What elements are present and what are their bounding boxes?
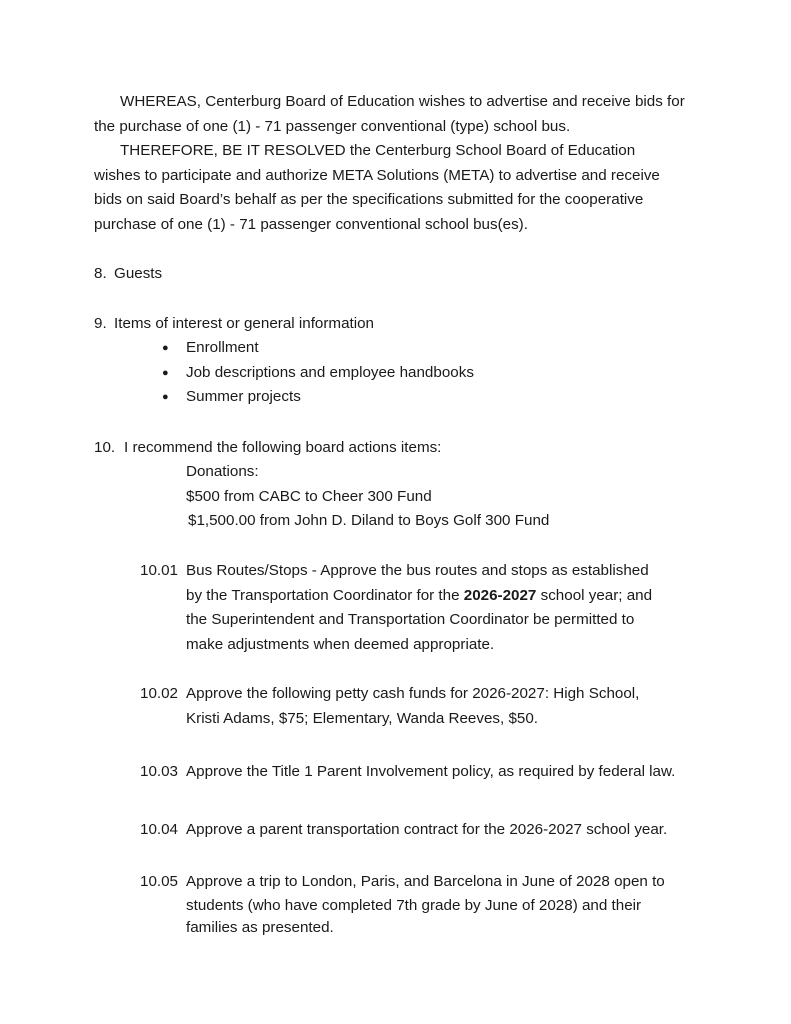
sub-item-10-03 bbox=[140, 760, 791, 785]
sub-item-text: by the Transportation Coordinator for the bbox=[186, 586, 464, 604]
school-year-bold: 2026-2027 bbox=[463, 586, 537, 604]
resolution-line: the purchase of one (1) - 71 passenger conventional (type) school bus. bbox=[94, 117, 571, 135]
sub-item-text: Approve a parent transportation contract for the 2026-2027 school year. bbox=[186, 821, 668, 838]
resolution-paragraph bbox=[0, 90, 791, 238]
resolution-line: bids on said Board’s behalf as per the specifications submitted for the cooperative bbox=[94, 191, 644, 209]
resolution-line: wishes to participate and authorize META Solutions (META) to advertise and receive bbox=[94, 166, 660, 184]
sub-item-text: students (who have completed 7th grade by June of 2028) and their bbox=[186, 896, 642, 914]
sub-item-number: 10.02 bbox=[140, 685, 179, 702]
sub-item-text: families as presented. bbox=[186, 918, 334, 936]
resolution-line: WHEREAS, Centerburg Board of Education wishes to advertise and receive bids for bbox=[120, 93, 685, 110]
resolution-line: THEREFORE, BE IT RESOLVED the Centerburg School Board of Education bbox=[120, 142, 636, 160]
sub-item-10-04 bbox=[140, 818, 791, 843]
item-title: Guests bbox=[114, 265, 163, 282]
sub-item-text: Approve the following petty cash funds for 2026-2027: High School, bbox=[186, 685, 640, 702]
bullet-text: Job descriptions and employee handbooks bbox=[186, 363, 474, 381]
donations-label: Donations: bbox=[186, 463, 259, 480]
sub-item-text: Kristi Adams, $75; Elementary, Wanda Reeves, $50. bbox=[186, 709, 539, 727]
item-number: 8. bbox=[94, 265, 107, 282]
sub-item-number: 10.05 bbox=[140, 873, 179, 890]
agenda-item-10 bbox=[94, 436, 791, 461]
item-title: Items of interest or general information bbox=[114, 315, 374, 332]
sub-item-text: Approve a trip to London, Paris, and Barcelona in June of 2028 open to bbox=[186, 873, 665, 890]
agenda-item-8 bbox=[94, 262, 791, 287]
donation-line: $500 from CABC to Cheer 300 Fund bbox=[186, 487, 432, 505]
item-title: I recommend the following board actions items: bbox=[124, 439, 442, 456]
sub-item-number: 10.01 bbox=[140, 562, 179, 579]
sub-item-text: Approve the Title 1 Parent Involvement policy, as required by federal law. bbox=[186, 763, 676, 780]
sub-item-text: make adjustments when deemed appropriate. bbox=[186, 635, 495, 653]
list-item bbox=[162, 385, 791, 410]
sub-item-10-05 bbox=[140, 870, 791, 939]
info-bullet-list bbox=[162, 336, 791, 410]
list-item bbox=[162, 336, 791, 361]
sub-item-10-01 bbox=[140, 559, 791, 657]
bullet-icon: ● bbox=[162, 342, 169, 354]
donation-line: $1,500.00 from John D. Diland to Boys Golf 300 Fund bbox=[188, 512, 550, 530]
donations-block bbox=[186, 460, 791, 534]
list-item bbox=[162, 361, 791, 386]
resolution-line: purchase of one (1) - 71 passenger conventional school bus(es). bbox=[94, 215, 528, 233]
sub-item-10-02 bbox=[140, 682, 791, 731]
bullet-icon: ● bbox=[162, 366, 169, 379]
bullet-text: Enrollment bbox=[186, 339, 259, 356]
bullet-text: Summer projects bbox=[186, 388, 301, 406]
bullet-icon: ● bbox=[162, 391, 169, 404]
item-number: 10. bbox=[94, 439, 116, 456]
sub-item-number: 10.04 bbox=[140, 821, 179, 838]
sub-item-text: Bus Routes/Stops - Approve the bus routes and stops as established bbox=[186, 562, 649, 579]
sub-item-text: the Superintendent and Transportation Coordinator be permitted to bbox=[186, 611, 635, 629]
sub-item-number: 10.03 bbox=[140, 763, 179, 780]
item-number: 9. bbox=[94, 315, 107, 332]
agenda-item-9 bbox=[94, 312, 791, 337]
sub-item-text: school year; and bbox=[536, 586, 653, 604]
